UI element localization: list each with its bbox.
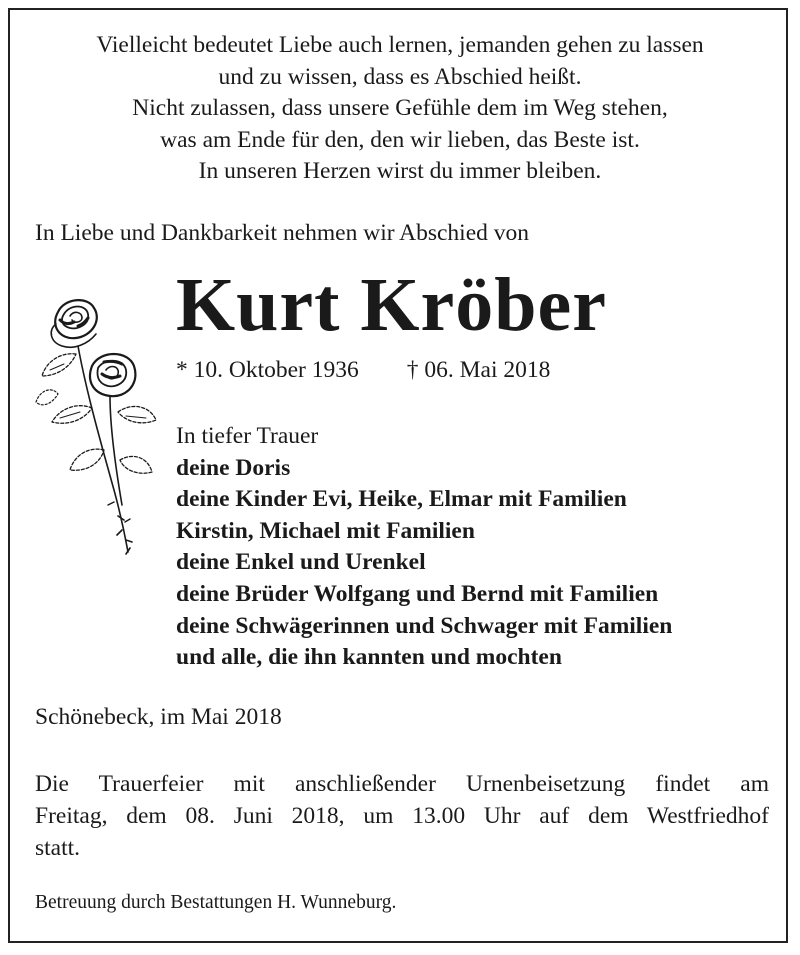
death-date: † 06. Mai 2018 <box>406 357 551 383</box>
birth-date: * 10. Oktober 1936 <box>176 357 359 383</box>
mourner-line: und alle, die ihn kannten und mochten <box>176 644 562 671</box>
undertaker-credit: Betreuung durch Bestattungen H. Wunneburg. <box>35 892 397 913</box>
funeral-notice <box>35 768 769 864</box>
poem-line: Nicht zulassen, dass unsere Gefühle dem im Weg stehen, <box>132 95 668 121</box>
mourner-line: deine Doris <box>176 454 291 481</box>
funeral-line: Die Trauerfeier mit anschließender Urnenbeisetzung findet am <box>35 771 769 797</box>
mourner-line: deine Schwägerinnen und Schwager mit Familien <box>176 612 673 639</box>
life-dates <box>176 357 550 384</box>
poem-line: und zu wissen, dass es Abschied heißt. <box>218 63 582 90</box>
mourner-line: deine Brüder Wolfgang und Bernd mit Familien <box>176 580 659 607</box>
poem-line: Vielleicht bedeutet Liebe auch lernen, jemanden gehen zu lassen <box>96 32 704 58</box>
mourner-line: Kirstin, Michael mit Familien <box>176 517 475 544</box>
mourners-list <box>176 421 672 674</box>
mourner-line: deine Kinder Evi, Heike, Elmar mit Familien <box>176 486 627 513</box>
mourner-line: deine Enkel und Urenkel <box>176 549 426 576</box>
deceased-name: Kurt Kröber <box>176 263 608 347</box>
place-and-date: Schönebeck, im Mai 2018 <box>35 704 282 730</box>
poem-line: In unseren Herzen wirst du immer bleiben. <box>198 158 602 184</box>
poem-line: was am Ende für den, den wir lieben, das Beste ist. <box>160 126 640 153</box>
funeral-line: statt. <box>35 835 81 861</box>
mourners-heading: In tiefer Trauer <box>176 423 319 449</box>
farewell-intro: In Liebe und Dankbarkeit nehmen wir Abschied von <box>35 220 530 246</box>
rose-illustration-icon <box>30 290 160 558</box>
funeral-line: Freitag, dem 08. Juni 2018, um 13.00 Uhr auf dem Westfriedhof <box>35 803 769 829</box>
poem <box>10 30 790 188</box>
